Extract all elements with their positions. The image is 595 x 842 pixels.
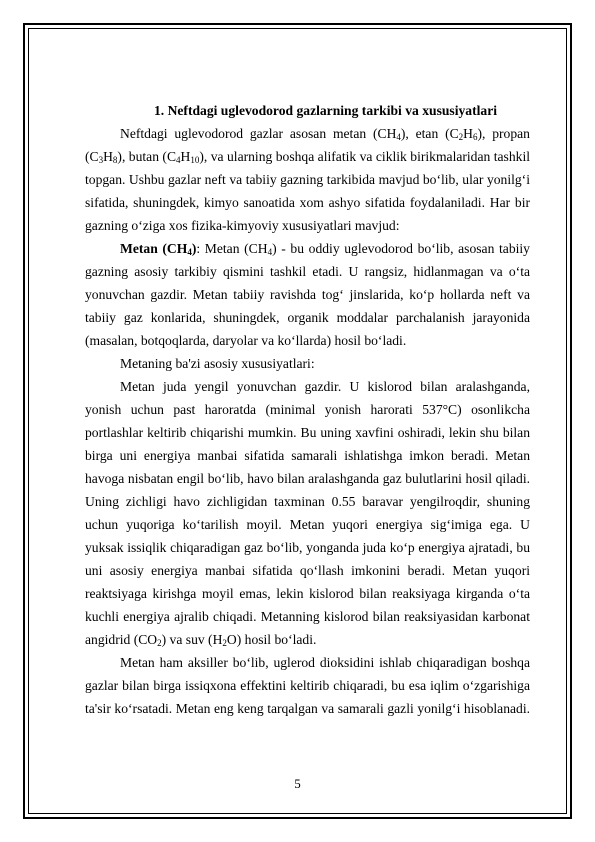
paragraph-properties: Metan juda yengil yonuvchan gazdir. U kislorod bilan aralashganda, yonish uchun past haroratda (minimal yonish harorati 537°C) osonlikcha portlashlar keltirib chiqarishi mumkin. Bu uning xavfini oshiradi, lekin shu bilan birga uni energiya manbai sifatida samarali ishlatishga imkon beradi. Metan havoga nisbatan engil bo‘lib, havo bilan aralashganda gaz bulutlarini hosil qiladi. Uning zichligi havo zichligidan taxminan 0.55 baravar yengilroqdir, shuning uchun yuqoriga ko‘tarilish moyil. Metan yuqori energiya sig‘imiga ega. U yuksak issiqlik chiqaradigan gaz bo‘lib, yonganda juda ko‘p energiya ajratadi, bu uni asosiy energiya manbai sifatida qo‘llash imkonini beradi. Metan yuqori reaktsiyaga kirishga moyil emas, lekin kislorod bilan reaksiyaga kirganda o‘ta kuchli energiya ajralib chiqadi. Metanning kislorod bilan reaksiyasidan karbonat angidrid $(CO_2)$ va suv $(H_2O)$ hosil bo‘ladi. <box>85 379 530 648</box>
paragraph-methane: Metan $(CH_4)$: Metan $(CH_4)$ - bu oddiy uglevodorod bo‘lib, asosan tabiiy gazning asosiy tarkibiy qismini tashkil etadi. U rangsiz, hidlanmagan va o‘ta yonuvchan gazdir. Metan tabiiy ravishda tog‘ jinslarida, ko‘p hollarda neft va tabiiy gaz konlarida, shuningdek, organik moddalar parchalanish jarayonida (masalan, botqoqlarda, daryolar va ko‘llarda) hosil bo‘ladi. <box>85 241 530 348</box>
page-number: 5 <box>294 776 301 791</box>
methane-term: Metan $(CH_4)$ <box>120 241 197 257</box>
paragraph-greenhouse: Metan ham aksiller bo‘lib, uglerod dioksidini ishlab chiqaradigan boshqa gazlar bilan birga issiqxona effektini keltirib chiqaradi, bu esa iqlim o‘zgarishiga ta'sir ko‘rsatadi. Metan eng keng tarqalgan va samarali gazli yonilg‘i hisoblanadi. <box>85 655 530 716</box>
paragraph-properties-intro: Metaning ba'zi asosiy xususiyatlari: <box>120 356 315 371</box>
document-body <box>85 99 530 720</box>
section-heading: 1. Neftdagi uglevodorod gazlarning tarkibi va xususiyatlari <box>153 103 498 118</box>
paragraph-intro: Neftdagi uglevodorod gazlar asosan metan $(CH_4)$, etan $(C_2H_6)$, propan $(C_3H_8)$, butan $(C_4H_{10})$, va ularning boshqa alifatik va ciklik birikmalaridan tashkil topgan. Ushbu gazlar neft va tabiiy gazning tarkibida mavjud bo‘lib, ular yonilg‘i sifatida, shuningdek, kimyo sanoatida xom ashyo sifatida foydalaniladi. Har bir gazning o‘ziga xos fizika-kimyoviy xususiyatlari mavjud: <box>85 126 530 233</box>
